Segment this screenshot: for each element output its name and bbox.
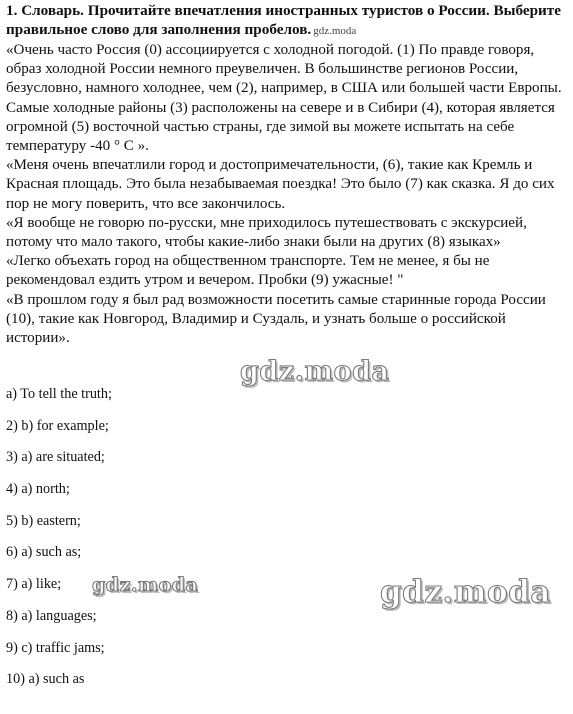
quote-paragraph-4: «Легко объехать город на общественном транспорте. Тем не менее, я бы не рекомендовал ездить утром и вечером. Пробки (9) ужасные! " — [6, 253, 490, 289]
watermark-logo: gdz.moda — [92, 574, 199, 596]
heading-watermark: gdz.moda — [313, 25, 357, 37]
quote-paragraph-3: «Я вообще не говорю по-русски, мне приходилось путешествовать с экскурсией, потому что мало такого, чтобы какие-либо знаки были на других (8) языках» — [6, 214, 527, 251]
watermark-logo: gdz.moda — [240, 356, 390, 387]
answer-item: 9) c) traffic jams; — [6, 639, 105, 656]
quote-paragraph-1: «Очень часто Россия (0) ассоциируется с холодной погодой. (1) По правде говоря, образ холодной России немного преувеличен. В большинстве регионов России, безусловно, намного холоднее, чем (2), например, в США или большей части Европы. Самые холодные районы (3) расположены на севере и в Сибири (4), которая является огромной (5) восточной частью страны, где зимой вы можете испытать на себе температуру -40 ° C ». — [6, 42, 562, 155]
watermark-logo: gdz.moda — [380, 574, 551, 610]
answer-item: 3) a) are situated; — [6, 449, 105, 466]
answer-item: 10) a) such as — [6, 671, 85, 688]
answer-item: 8) a) languages; — [6, 607, 97, 624]
answer-item: a) To tell the truth; — [6, 386, 112, 402]
quote-paragraph-5: «В прошлом году я был рад возможности посетить самые старинные города России (10), такие как Новгород, Владимир и Суздаль, и узнать больше о российской истории». — [6, 291, 546, 347]
answer-item: 5) b) eastern; — [6, 512, 81, 529]
answer-item: 6) a) such as; — [6, 544, 82, 561]
task-heading — [6, 0, 566, 41]
answer-item: 7) a) like; — [6, 576, 62, 593]
task-heading-text: 1. Словарь. Прочитайте впечатления иностранных туристов о России. Выберите правильное слово для заполнения пробелов. — [6, 2, 561, 38]
answer-item: 2) b) for example; — [6, 417, 109, 434]
quote-paragraph-2: «Меня очень впечатлили город и достопримечательности, (6), такие как Кремль и Красная площадь. Это была незабываемая поездка! Это было (7) как сказка. Я до сих пор не могу поверить, что все закончилось. — [6, 157, 555, 212]
task-content — [6, 0, 566, 348]
answer-item: 4) a) north; — [6, 481, 70, 498]
answer-list — [6, 384, 112, 701]
